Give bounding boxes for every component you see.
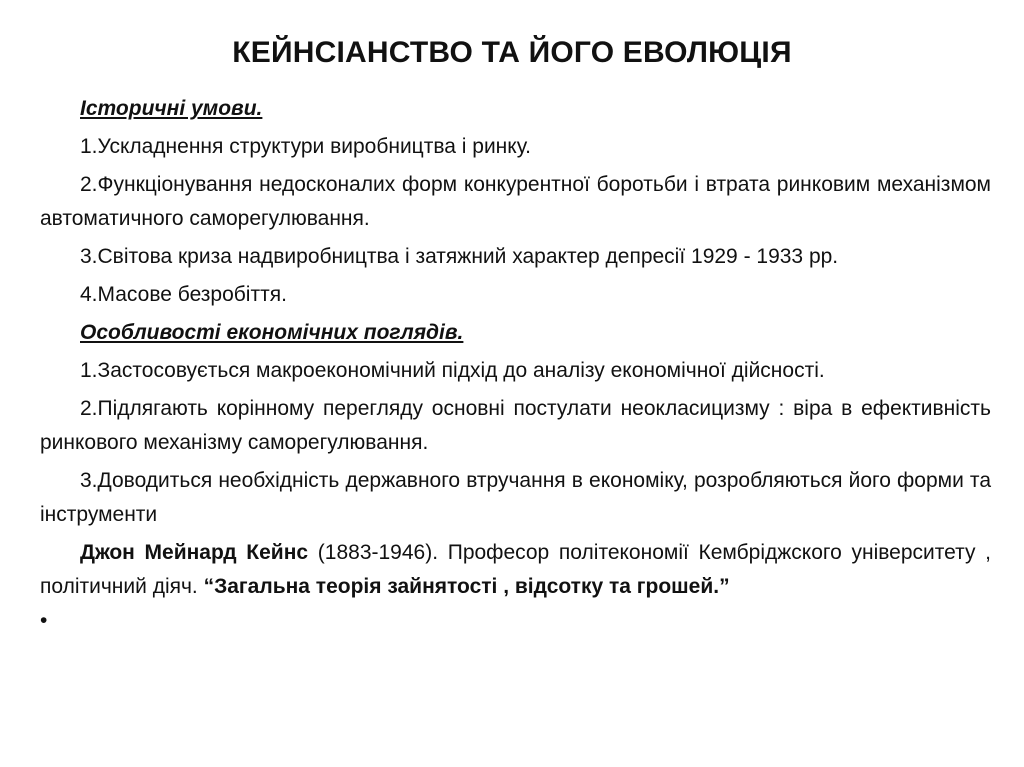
list-item: 2.Функціонування недосконалих форм конкурентної боротьби і втрата ринковим механізмом автоматичного саморегулювання. (40, 173, 991, 230)
list-item: 2.Підлягають корінному перегляду основні постулати неокласицизму : віра в ефективність ринкового механізму саморегулювання. (40, 397, 991, 454)
keynes-name: Джон Мейнард Кейнс (80, 541, 309, 564)
keynes-book-title: “Загальна теорія зайнятості , відсотку та грошей.” (203, 575, 730, 598)
list-item: 3.Світова криза надвиробництва і затяжний характер депресії 1929 - 1933 рр. (80, 245, 839, 268)
list-item: 1.Ускладнення структури виробництва і ринку. (80, 135, 531, 158)
slide-title: КЕЙНСІАНСТВО ТА ЙОГО ЕВОЛЮЦІЯ (232, 36, 792, 69)
keynes-paragraph (40, 536, 991, 604)
list-item: 1.Застосовується макроекономічний підхід до аналізу економічної дійсності. (80, 359, 825, 382)
empty-bullet: • (40, 609, 48, 632)
section-heading-historical-conditions: Історичні умови. (80, 97, 263, 120)
list-item: 3.Доводиться необхідність державного втручання в економіку, розробляються його форми та інструменти (40, 469, 991, 526)
slide-content (40, 92, 991, 634)
section-heading-economic-views: Особливості економічних поглядів. (80, 321, 464, 344)
list-item: 4.Масове безробіття. (80, 283, 287, 306)
keynes-bio: (1883-1946). Професор політекономії Кембріджского університету , політичний діяч. (40, 541, 991, 598)
